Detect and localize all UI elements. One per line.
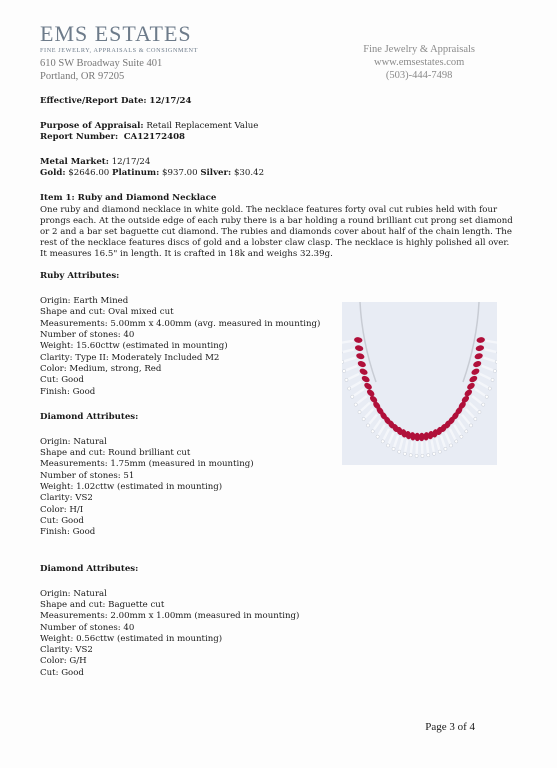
diamond-bar	[485, 349, 497, 352]
attribute-line: Shape and cut: Baguette cut	[40, 599, 165, 610]
ruby	[474, 352, 484, 360]
diamond	[392, 447, 395, 450]
diamond-bar	[411, 441, 412, 453]
attribute-line: Weight: 15.60cttw (estimated in mounting)	[40, 341, 228, 352]
ruby	[361, 375, 371, 384]
attribute-line: Number of stones: 40	[40, 622, 135, 633]
ruby-attributes-title: Ruby Attributes:	[40, 271, 120, 282]
contact-website: www.emsestates.com	[374, 57, 465, 68]
company-contact	[363, 43, 475, 82]
diamond-bar	[462, 415, 470, 424]
gold-value: $2646.00	[68, 168, 110, 179]
diamond	[386, 444, 389, 447]
diamond-bar	[384, 429, 389, 440]
diamond	[493, 369, 496, 372]
attribute-line: Origin: Earth Mined	[40, 296, 129, 307]
diamond-bar	[369, 415, 377, 424]
necklace-photo	[342, 302, 497, 465]
diamond	[366, 424, 369, 427]
diamond-bar	[346, 366, 357, 370]
diamond-bar	[343, 349, 355, 352]
address-line: 610 SW Broadway Suite 401	[40, 58, 163, 69]
attribute-line: Shape and cut: Oval mixed cut	[40, 307, 174, 318]
diamond-bar	[483, 358, 494, 362]
metal-market-line	[40, 157, 518, 168]
diamond	[444, 447, 447, 450]
diamond	[345, 378, 348, 381]
attribute-line: Measurements: 5.00mm x 4.00mm (avg. measured in mounting)	[40, 318, 321, 329]
attribute-line: Color: G/H	[40, 656, 87, 667]
diamond-bar	[458, 420, 465, 430]
purpose-label: Purpose of Appraisal:	[40, 121, 144, 132]
diamond	[465, 430, 468, 433]
diamond-bar	[351, 382, 361, 388]
diamond-bar	[342, 341, 353, 343]
diamond	[403, 452, 406, 455]
attribute-line: Finish: Good	[40, 527, 96, 538]
company-logo	[40, 22, 198, 54]
ruby	[355, 352, 365, 360]
attribute-line: Clarity: Type II: Moderately Included M2	[40, 352, 220, 363]
ruby	[475, 344, 484, 351]
attribute-line: Cut: Good	[40, 667, 84, 678]
effective-label: Effective/Report Date:	[40, 96, 147, 106]
metal-market-label: Metal Market:	[40, 157, 109, 168]
item-title: Item 1: Ruby and Diamond Necklace	[40, 193, 217, 204]
attribute-line: Finish: Good	[40, 386, 96, 397]
diamond-bar	[469, 403, 478, 411]
attribute-line: Weight: 1.02cttw (estimated in mounting)	[40, 482, 223, 493]
diamond	[348, 387, 351, 390]
diamond	[438, 450, 441, 453]
platinum-value: $937.00	[162, 168, 198, 179]
ruby	[472, 360, 482, 368]
attribute-line: Measurements: 1.75mm (measured in mounting)	[40, 459, 254, 470]
diamond-bar	[482, 366, 493, 370]
company-address	[40, 57, 162, 83]
diamond	[351, 395, 354, 398]
diamond-bar	[405, 440, 407, 452]
diamond-bar	[354, 389, 364, 396]
diamond-bar	[466, 409, 474, 418]
attribute-line: Weight: 0.56cttw (estimated in mounting)	[40, 633, 223, 644]
metal-prices-line	[40, 168, 518, 179]
diamond	[371, 430, 374, 433]
silver-label: Silver:	[200, 168, 232, 179]
attribute-line: Cut: Good	[40, 375, 84, 386]
diamond	[409, 454, 412, 457]
diamond-attributes-title: Diamond Attributes:	[40, 563, 139, 574]
diamond	[342, 360, 344, 363]
report-number-value: CA12172408	[123, 132, 186, 143]
attribute-line: Clarity: VS2	[40, 493, 93, 504]
diamond	[398, 450, 401, 453]
contact-phone: (503)-444-7498	[385, 70, 453, 81]
diamond-bar	[379, 425, 385, 435]
diamond	[376, 435, 379, 438]
diamond-bar	[374, 420, 381, 430]
ruby	[359, 367, 369, 376]
diamond	[354, 403, 357, 406]
attribute-line: Shape and cut: Round brilliant cut	[40, 448, 191, 459]
diamond	[455, 440, 458, 443]
ruby	[357, 360, 367, 368]
diamond-bar	[441, 436, 445, 447]
purpose-line	[40, 121, 518, 132]
diamond	[415, 454, 418, 457]
diamond-bar	[394, 436, 398, 447]
diamond	[358, 410, 361, 413]
diamond-bar	[475, 389, 485, 396]
diamond-bar	[446, 433, 451, 444]
diamond	[343, 369, 346, 372]
ruby	[470, 367, 480, 376]
diamond-bar	[480, 374, 491, 379]
logo-title: EMS ESTATES	[40, 21, 192, 46]
diamond	[421, 454, 424, 457]
chain	[360, 302, 479, 382]
contact-tagline: Fine Jewelry & Appraisals	[363, 44, 475, 55]
attribute-line: Number of stones: 40	[40, 330, 135, 341]
diamond	[495, 360, 497, 363]
necklace-illustration	[342, 302, 497, 465]
diamond	[449, 444, 452, 447]
diamond-bar	[478, 382, 488, 388]
report-number-label: Report Number:	[40, 132, 119, 143]
attribute-line: Color: H/I	[40, 504, 84, 515]
page-number: Page 3 of 4	[425, 721, 475, 733]
diamond-bar	[454, 425, 460, 435]
purpose-value: Retail Replacement Value	[146, 121, 259, 132]
platinum-label: Platinum:	[112, 168, 160, 179]
address-line: Portland, OR 97205	[40, 71, 125, 82]
ruby	[363, 382, 373, 391]
ruby	[354, 337, 363, 344]
attribute-line: Cut: Good	[40, 515, 84, 526]
diamond-bar	[450, 429, 455, 440]
diamond	[460, 435, 463, 438]
ruby	[466, 382, 476, 391]
diamond	[485, 395, 488, 398]
effective-date: 12/17/24	[149, 96, 192, 106]
diamond-bar	[389, 433, 394, 444]
diamond-bar	[344, 358, 355, 362]
diamond	[488, 387, 491, 390]
attribute-line: Measurements: 2.00mm x 1.00mm (measured in mounting)	[40, 611, 300, 622]
diamond-bar	[432, 440, 434, 452]
diamond-bar	[365, 409, 373, 418]
diamond	[491, 378, 494, 381]
diamond	[381, 440, 384, 443]
silver-value: $30.42	[233, 168, 265, 179]
diamond	[478, 410, 481, 413]
diamond-bar	[427, 441, 428, 453]
report-number-line	[40, 132, 518, 143]
attribute-line: Origin: Natural	[40, 436, 107, 447]
gold-label: Gold:	[40, 168, 66, 179]
diamond-baguette-attributes-list	[40, 589, 518, 679]
diamond-bar	[472, 396, 481, 403]
metal-market-date: 12/17/24	[111, 157, 151, 168]
ruby	[468, 375, 478, 384]
ruby	[476, 337, 485, 344]
diamond-bar	[400, 438, 403, 450]
diamond-bar	[357, 396, 366, 403]
attribute-line: Origin: Natural	[40, 588, 107, 599]
attribute-line: Color: Medium, strong, Red	[40, 363, 162, 374]
diamond	[433, 452, 436, 455]
logo-subtitle: FINE JEWELRY, APPRAISALS & CONSIGNMENT	[40, 47, 198, 54]
diamond	[362, 417, 365, 420]
effective-date-line	[40, 96, 518, 107]
diamond-attributes-title: Diamond Attributes:	[40, 411, 139, 422]
diamond-bar	[486, 341, 497, 343]
diamond	[427, 454, 430, 457]
attribute-line: Clarity: VS2	[40, 645, 93, 656]
diamond-bar	[436, 438, 439, 450]
diamond-bar	[348, 374, 359, 379]
diamond	[482, 403, 485, 406]
diamond-bar	[361, 403, 370, 411]
diamond	[474, 417, 477, 420]
item-description: One ruby and diamond necklace in white gold. The necklace features forty oval cut rubies held with four prongs each. At the outside edge of each ruby there is a bar holding a round brilliant cut prong set diamond or 2 and a bar set baguette cut diamond. The rubies and diamonds cover about half of the chain length. The rest of the necklace features discs of gold and a lobster claw clasp. The necklace is highly polished all over. It measures 16.5" in length. It is crafted in 18k and weighs 32.39g.	[40, 204, 513, 259]
ruby	[354, 344, 363, 351]
attribute-line: Number of stones: 51	[40, 470, 135, 481]
diamond	[469, 424, 472, 427]
